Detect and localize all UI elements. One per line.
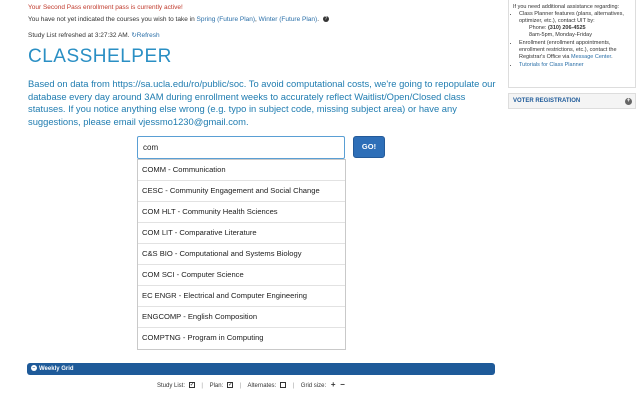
page-title: CLASSHELPER: [28, 46, 172, 67]
help-icon[interactable]: ?: [324, 16, 328, 23]
assistance-item-enrollment: [519, 40, 631, 61]
voter-registration-label: VOTER REGISTRATION: [513, 98, 581, 104]
plan-checkbox[interactable]: ✓: [227, 382, 233, 389]
weekly-grid-toggle[interactable]: [27, 363, 495, 375]
go-button[interactable]: GO!: [353, 136, 385, 158]
subject-search-input[interactable]: [137, 136, 345, 159]
alternates-checkbox[interactable]: [280, 382, 286, 388]
suggestion-item[interactable]: COMPTNG - Program in Computing: [142, 333, 264, 342]
plan-label: Plan:: [209, 383, 224, 389]
autocomplete-list: [137, 159, 346, 350]
winter-plan-link[interactable]: Winter (Future Plan): [258, 16, 318, 23]
weekly-grid-label: Weekly Grid: [39, 366, 74, 372]
message-center-link[interactable]: Message Center: [571, 54, 612, 60]
assistance-item-text: Class Planner features (plans, alternatives, optimizer, etc.), contact UIT by:: [519, 11, 624, 24]
expand-icon[interactable]: +: [626, 98, 631, 104]
phone-label: Phone:: [529, 25, 547, 31]
divider: |: [201, 383, 203, 389]
divider: |: [292, 383, 295, 389]
voter-registration-panel[interactable]: [508, 93, 636, 109]
assistance-intro: If you need additional assistance regarding:: [513, 4, 620, 10]
refresh-timestamp: Study List refreshed at 3:27:32 AM.: [28, 32, 130, 39]
refresh-status: [28, 31, 160, 39]
study-list-checkbox[interactable]: ✓: [189, 382, 195, 389]
alternates-label: Alternates:: [247, 383, 277, 389]
enrollment-pass-alert: Your Second Pass enrollment pass is currently active!: [28, 4, 183, 11]
hours-line: 8am-5pm, Monday-Friday: [529, 32, 592, 38]
suggestion-item[interactable]: EC ENGR - Electrical and Computer Engineering: [138, 286, 345, 307]
grid-size-increase-button[interactable]: +: [330, 380, 336, 389]
grid-size-decrease-button[interactable]: −: [340, 380, 345, 389]
collapse-icon: −: [32, 365, 36, 372]
assistance-list: [519, 11, 631, 69]
refresh-link[interactable]: Refresh: [136, 32, 160, 39]
refresh-icon[interactable]: ↻: [131, 32, 137, 39]
grid-controls: [157, 380, 345, 389]
suggestion-item[interactable]: COM SCI - Computer Science: [138, 265, 345, 286]
suggestion-item[interactable]: COMM - Communication: [138, 160, 345, 181]
assistance-item-planner: [519, 11, 631, 39]
suggestion-item[interactable]: CESC - Community Engagement and Social Change: [138, 181, 345, 202]
assistance-item-text: Enrollment (enrollment appointments, enrollment restrictions, etc.), contact the Registrar's Office via: [519, 40, 617, 60]
notice-suffix: .: [317, 16, 320, 23]
page-description: Based on data from https://sa.ucla.edu/ro/public/soc. To avoid computational costs, we're going to repopulate our database every day around 3AM during enrollment weeks to accurately reflect Waitlist/Open/Closed class statuses. If you notice anything else wrong (e.g. typo in subject code, missing subject area) or have any suggestions, please email vjessmo1230@gmail.com.: [28, 78, 496, 127]
divider: |: [239, 383, 242, 389]
notice-separator: ,: [255, 16, 259, 23]
spring-plan-link[interactable]: Spring (Future Plan): [196, 16, 256, 23]
suggestion-item[interactable]: C&S BIO - Computational and Systems Biology: [138, 244, 345, 265]
assistance-item-tutorials: [519, 62, 631, 69]
notice-text: You have not yet indicated the courses you wish to take in: [28, 16, 197, 23]
suggestion-item[interactable]: ENGCOMP - English Composition: [138, 307, 345, 328]
study-list-label: Study List:: [157, 383, 186, 389]
assistance-panel: [508, 0, 636, 88]
suggestion-item[interactable]: COM LIT - Comparative Literature: [138, 223, 345, 244]
tutorials-link[interactable]: Tutorials for Class Planner: [519, 62, 584, 68]
course-notice: [28, 16, 329, 23]
assistance-item-suffix: .: [611, 54, 613, 60]
phone-line: [529, 25, 631, 32]
suggestion-item[interactable]: COM HLT - Community Health Sciences: [138, 202, 345, 223]
phone-number: (310) 206-4525: [547, 25, 586, 31]
grid-size-label: Grid size:: [300, 383, 327, 389]
